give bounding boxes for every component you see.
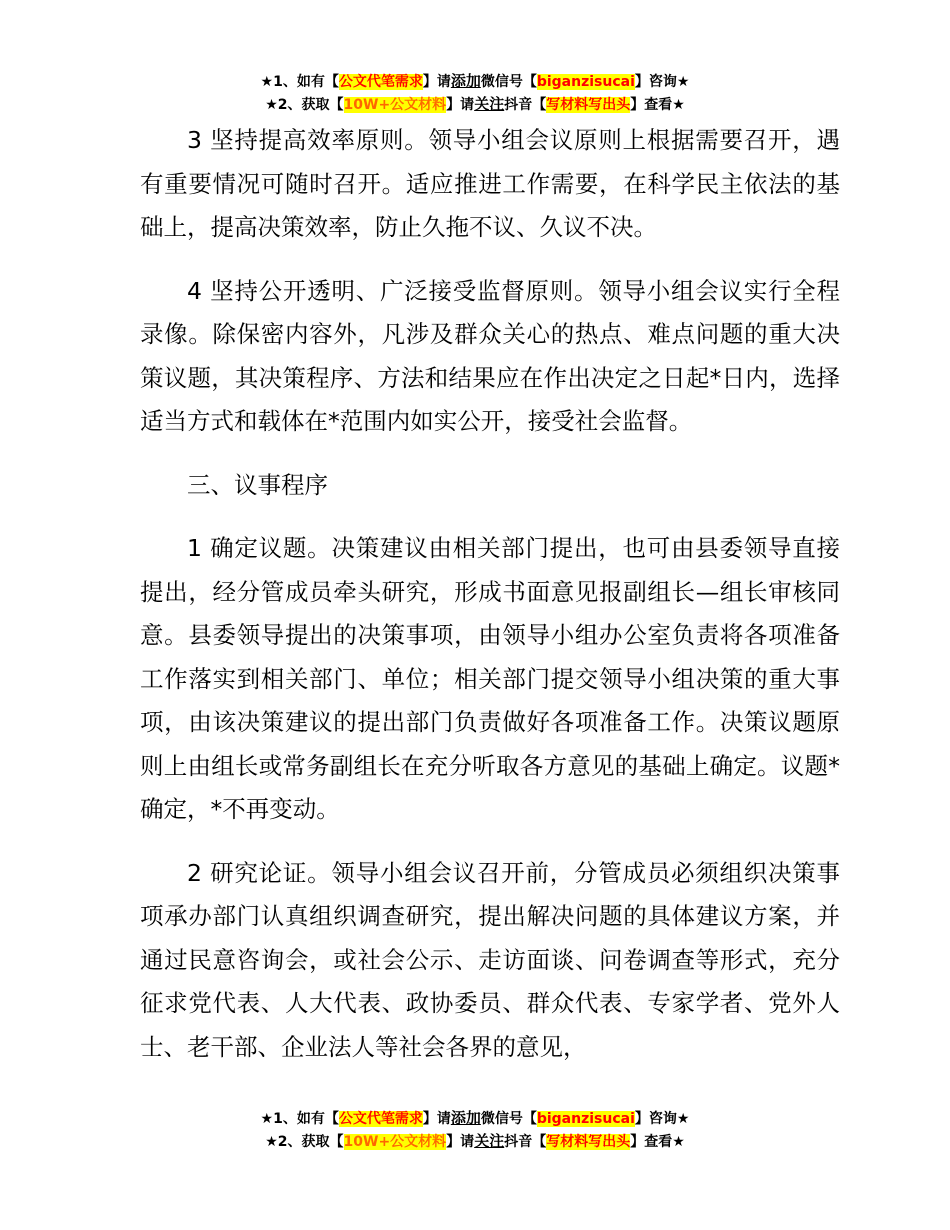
paragraph-principle-4: 4 坚持公开透明、广泛接受监督原则。领导小组会议实行全程录像。除保密内容外，凡涉及群众关心的热点、难点问题的重大决策议题，其决策程序、方法和结果应在作出决定之日起*日内，选择适当方式和载体在*范围内如实公开，接受社会监督。: [140, 276, 840, 435]
banner-text: ★2、获取【: [265, 97, 344, 113]
footer-banner: [0, 1107, 950, 1153]
banner-text: 】请: [446, 97, 475, 113]
section-heading-procedure: 三、议事程序: [187, 470, 328, 499]
banner-text: 】咨询★: [634, 74, 690, 90]
banner-text: 】咨询★: [634, 1111, 690, 1127]
paragraph-procedure-2: 2 研究论证。领导小组会议召开前，分管成员必须组织决策事项承办部门认真组织调查研究，提出解决问题的具体建议方案，并通过民意咨询会，或社会公示、走访面谈、问卷调查等形式，充分征求党代表、人大代表、政协委员、群众代表、专家学者、党外人士、老干部、企业法人等社会各界的意见，: [140, 858, 840, 1061]
banner-emphasis: 添加: [450, 72, 481, 90]
banner-line-1: [0, 1107, 950, 1130]
highlight-douyin: 写材料写出头: [546, 1134, 631, 1150]
highlight-service: 公文代笔需求: [338, 74, 423, 90]
banner-text: 抖音【: [504, 97, 547, 113]
banner-line-2: [0, 1130, 950, 1153]
banner-text: 】查看★: [630, 97, 685, 113]
highlight-materials: 10W+公文材料: [343, 1134, 447, 1150]
banner-text: ★1、如有【: [260, 74, 339, 90]
highlight-service: 公文代笔需求: [338, 1111, 423, 1127]
highlight-douyin: 写材料写出头: [546, 97, 631, 113]
banner-emphasis: 添加: [450, 1109, 481, 1127]
banner-line-1: [0, 70, 950, 93]
paragraph-procedure-1: 1 确定议题。决策建议由相关部门提出，也可由县委领导直接提出，经分管成员牵头研究，形成书面意见报副组长—组长审核同意。县委领导提出的决策事项，由领导小组办公室负责将各项准备工作落实到相关部门、单位；相关部门提交领导小组决策的重大事项，由该决策建议的提出部门负责做好各项准备工作。决策议题原则上由组长或常务副组长在充分听取各方意见的基础上确定。议题*确定，*不再变动。: [140, 534, 840, 823]
highlight-materials: 10W+公文材料: [343, 97, 447, 113]
banner-text: ★2、获取【: [265, 1134, 344, 1150]
banner-text: 微信号【: [480, 74, 537, 90]
banner-text: 】请: [446, 1134, 475, 1150]
banner-line-2: [0, 93, 950, 116]
highlight-wechat-id: biganzisucai: [536, 1111, 635, 1127]
paragraph-principle-3: 3 坚持提高效率原则。领导小组会议原则上根据需要召开，遇有重要情况可随时召开。适应推进工作需要，在科学民主依法的基础上，提高决策效率，防止久拖不议、久议不决。: [140, 126, 840, 241]
banner-emphasis: 关注: [474, 95, 505, 113]
banner-text: 】请: [422, 1111, 451, 1127]
header-banner: [0, 70, 950, 116]
banner-text: 抖音【: [504, 1134, 547, 1150]
banner-text: 】查看★: [630, 1134, 685, 1150]
banner-emphasis: 关注: [474, 1132, 505, 1150]
banner-text: 微信号【: [480, 1111, 537, 1127]
document-body: [140, 119, 840, 1089]
banner-text: ★1、如有【: [260, 1111, 339, 1127]
highlight-wechat-id: biganzisucai: [536, 74, 635, 90]
banner-text: 】请: [422, 74, 451, 90]
